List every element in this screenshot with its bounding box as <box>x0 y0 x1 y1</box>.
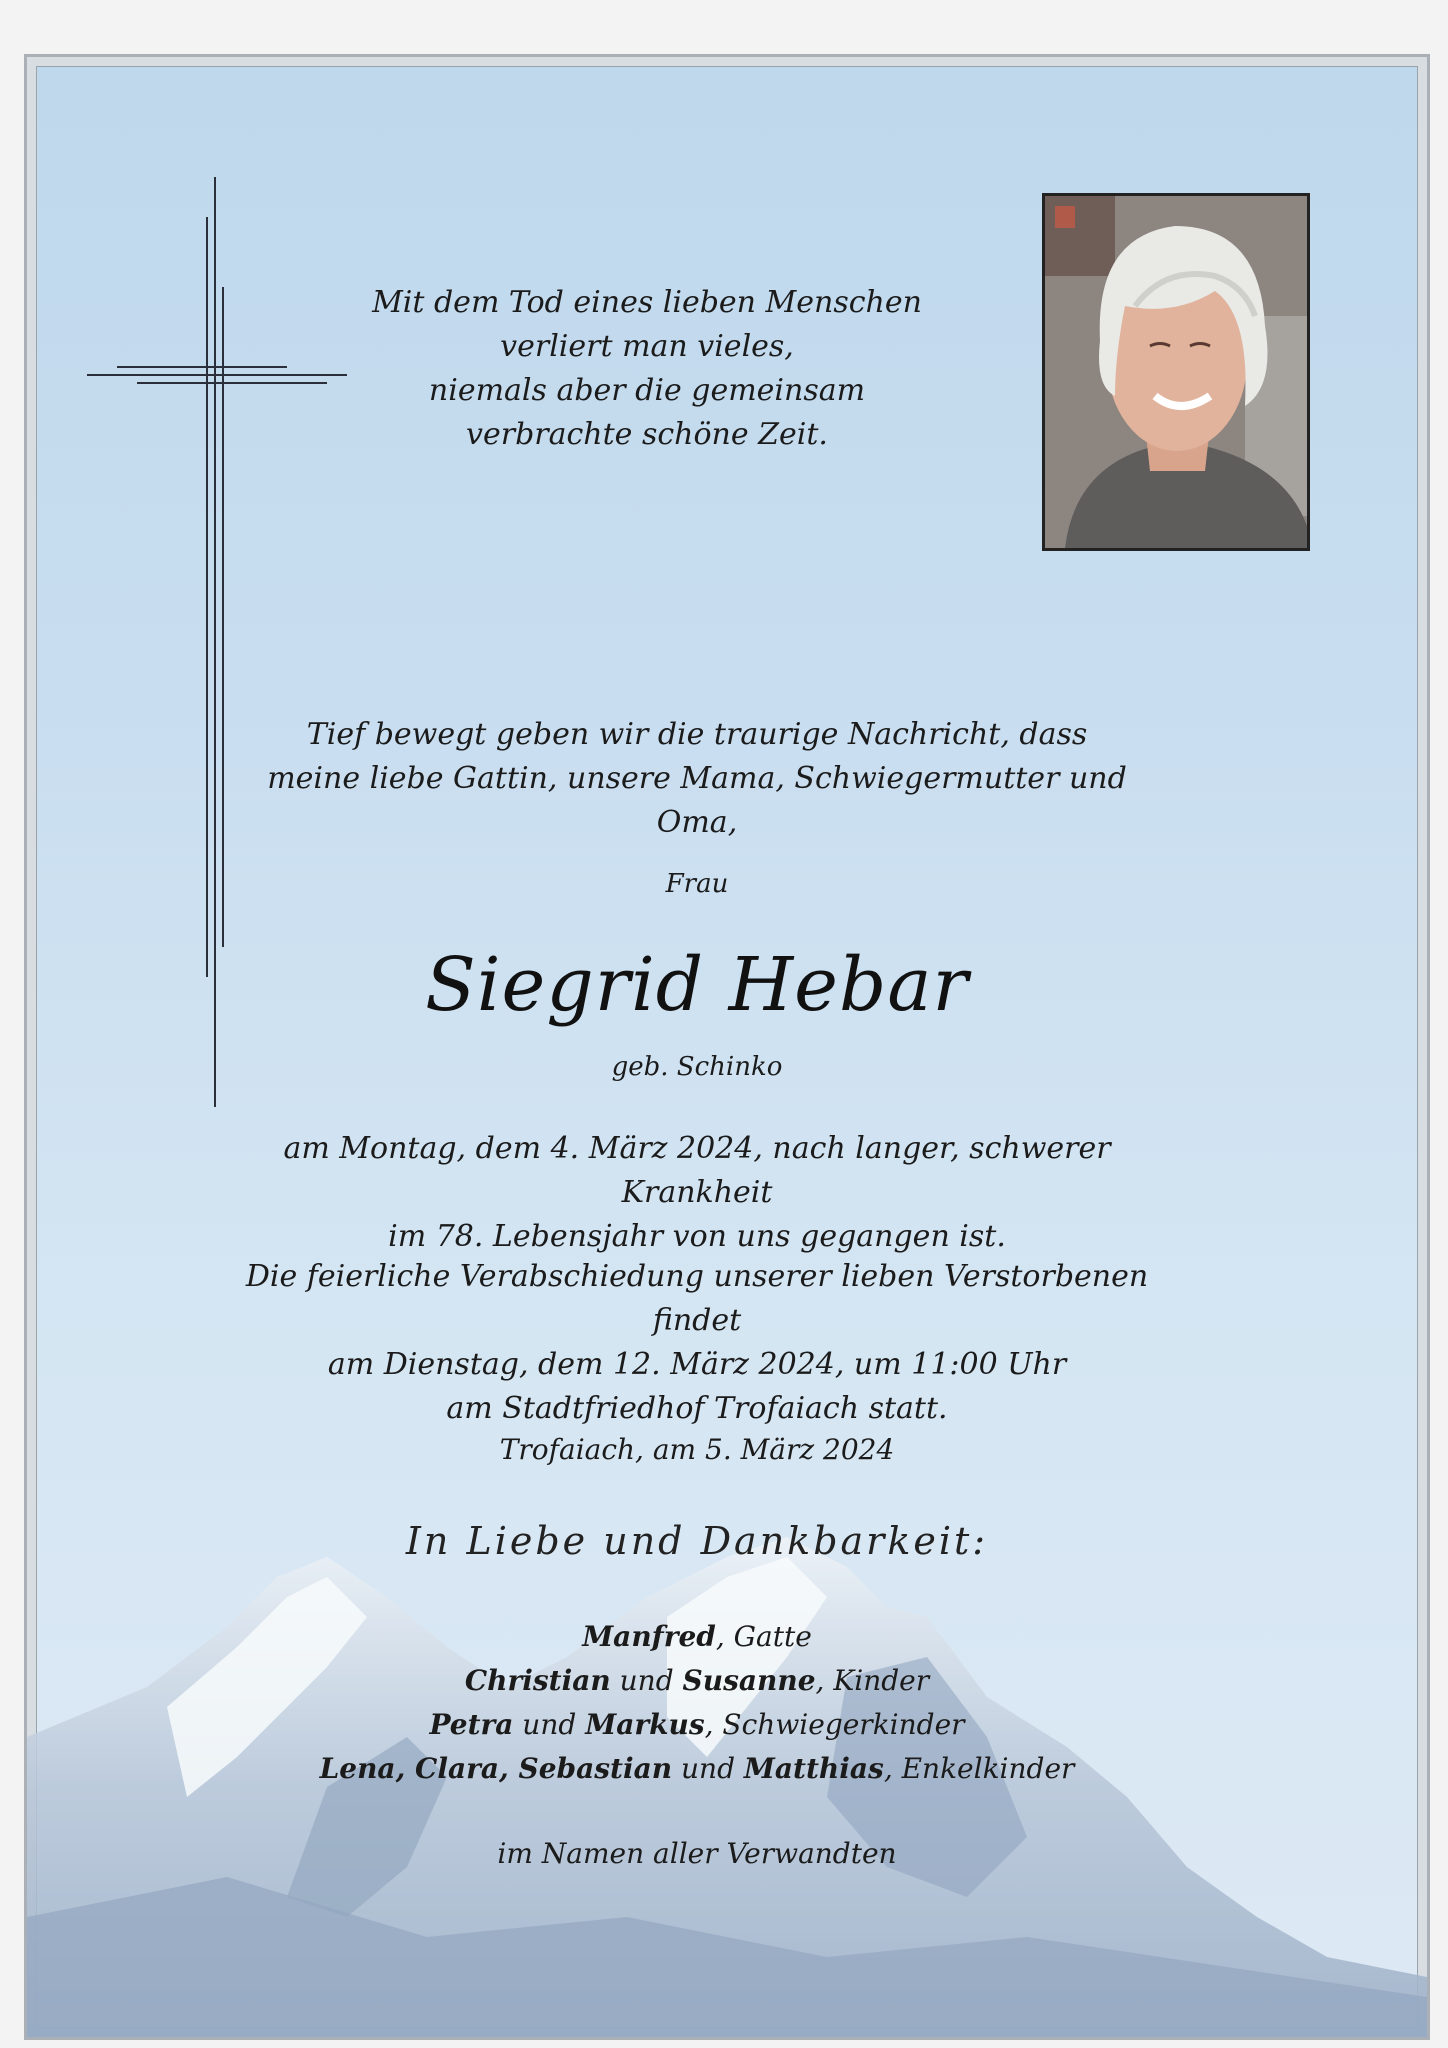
deceased-name: Siegrid Hebar <box>425 942 969 1028</box>
intro-line: meine liebe Gattin, unsere Mama, Schwiegermutter und Oma, <box>267 761 1127 840</box>
portrait-photo <box>1042 193 1310 551</box>
family-name: Petra <box>429 1708 514 1741</box>
family-name: Lena, Clara, Sebastian <box>319 1752 673 1785</box>
family-list <box>217 1615 1177 1791</box>
family-line <box>217 1615 1177 1659</box>
obituary-card <box>24 54 1430 2040</box>
salutation: Frau <box>665 869 729 899</box>
funeral-line: Die feierliche Verabschiedung unserer lieben Verstorbenen findet <box>245 1259 1149 1338</box>
family-relation: , Gatte <box>715 1620 812 1653</box>
family-name: Matthias <box>743 1752 884 1785</box>
family-conjunction: und <box>672 1752 744 1785</box>
family-line <box>217 1703 1177 1747</box>
thanks-heading: In Liebe und Dankbarkeit: <box>405 1519 989 1563</box>
quote-line: niemals aber die gemeinsam <box>428 373 866 408</box>
family-conjunction: und <box>610 1664 683 1697</box>
closing-line: im Namen aller Verwandten <box>497 1837 897 1870</box>
death-notice <box>217 1127 1177 1259</box>
quote-line: Mit dem Tod eines lieben Menschen <box>372 285 922 320</box>
intro-line: Tief bewegt geben wir die traurige Nachricht, dass <box>306 717 1088 752</box>
intro-text <box>267 713 1127 845</box>
family-conjunction: und <box>513 1708 586 1741</box>
birth-name: geb. Schinko <box>611 1052 783 1082</box>
death-line: im 78. Lebensjahr von uns gegangen ist. <box>388 1219 1006 1254</box>
family-relation: , Enkelkinder <box>883 1752 1075 1785</box>
portrait-illustration <box>1045 196 1307 548</box>
quote-block <box>367 281 927 457</box>
family-name: Manfred <box>582 1620 716 1653</box>
family-name: Markus <box>585 1708 705 1741</box>
family-name: Susanne <box>682 1664 816 1697</box>
quote-line: verliert man vieles, <box>500 329 794 364</box>
family-relation: , Schwiegerkinder <box>704 1708 965 1741</box>
funeral-line: am Dienstag, dem 12. März 2024, um 11:00 Uhr <box>327 1347 1067 1382</box>
place-date: Trofaiach, am 5. März 2024 <box>499 1433 895 1466</box>
death-line: am Montag, dem 4. März 2024, nach langer, schwerer Krankheit <box>283 1131 1111 1210</box>
family-line <box>217 1747 1177 1791</box>
family-name: Christian <box>464 1664 611 1697</box>
funeral-line: am Stadtfriedhof Trofaiach statt. <box>446 1391 948 1426</box>
family-line <box>217 1659 1177 1703</box>
quote-line: verbrachte schöne Zeit. <box>466 417 828 452</box>
family-relation: , Kinder <box>815 1664 930 1697</box>
funeral-notice <box>217 1255 1177 1431</box>
